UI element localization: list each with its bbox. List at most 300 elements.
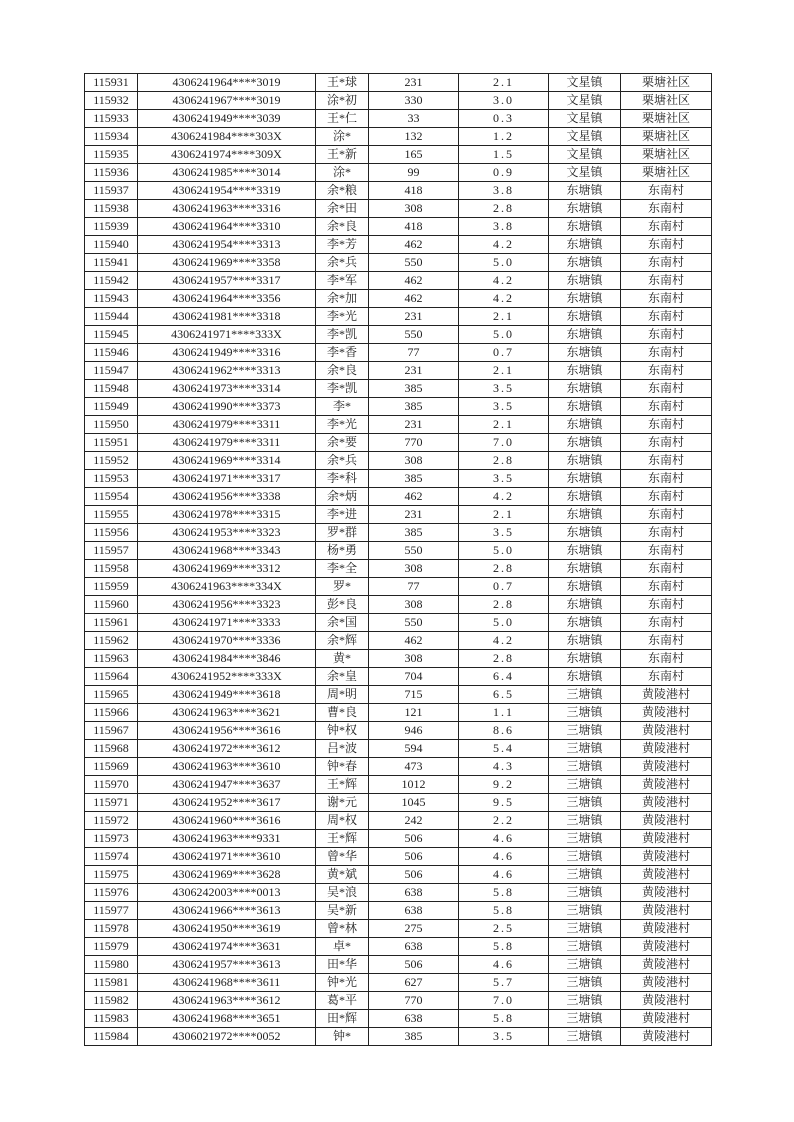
- table-row: [85, 1010, 712, 1028]
- village-cell: 栗塘社区: [621, 146, 712, 164]
- name-cell: 李*凯: [316, 326, 369, 344]
- id-number-cell: 4306241953****3323: [138, 524, 316, 542]
- town-cell: 东塘镇: [549, 218, 621, 236]
- town-cell: 东塘镇: [549, 488, 621, 506]
- id-number-cell: 4306241957****3613: [138, 956, 316, 974]
- town-cell: 三塘镇: [549, 974, 621, 992]
- name-cell: 李*: [316, 398, 369, 416]
- town-cell: 东塘镇: [549, 542, 621, 560]
- serial-number-cell: 115964: [85, 668, 138, 686]
- name-cell: 余*炳: [316, 488, 369, 506]
- village-cell: 栗塘社区: [621, 110, 712, 128]
- town-cell: 东塘镇: [549, 596, 621, 614]
- town-cell: 三塘镇: [549, 848, 621, 866]
- table-row: [85, 974, 712, 992]
- table-row: [85, 290, 712, 308]
- id-number-cell: 4306242003****0013: [138, 884, 316, 902]
- town-cell: 东塘镇: [549, 254, 621, 272]
- id-number-cell: 4306241972****3612: [138, 740, 316, 758]
- name-cell: 杨*勇: [316, 542, 369, 560]
- town-cell: 三塘镇: [549, 740, 621, 758]
- table-row: [85, 434, 712, 452]
- table-row: [85, 650, 712, 668]
- name-cell: 周*权: [316, 812, 369, 830]
- serial-number-cell: 115946: [85, 344, 138, 362]
- name-cell: 王*仁: [316, 110, 369, 128]
- area-cell: 5.7: [459, 974, 549, 992]
- table-row: [85, 272, 712, 290]
- id-number-cell: 4306241963****3610: [138, 758, 316, 776]
- amount-cell: 704: [369, 668, 459, 686]
- id-number-cell: 4306241962****3313: [138, 362, 316, 380]
- name-cell: 王*辉: [316, 830, 369, 848]
- serial-number-cell: 115932: [85, 92, 138, 110]
- town-cell: 东塘镇: [549, 560, 621, 578]
- table-row: [85, 398, 712, 416]
- id-number-cell: 4306241963****3316: [138, 200, 316, 218]
- area-cell: 5.8: [459, 884, 549, 902]
- name-cell: 田*辉: [316, 1010, 369, 1028]
- name-cell: 彭*良: [316, 596, 369, 614]
- amount-cell: 638: [369, 902, 459, 920]
- area-cell: 7.0: [459, 992, 549, 1010]
- area-cell: 2.8: [459, 650, 549, 668]
- table-row: [85, 668, 712, 686]
- serial-number-cell: 115976: [85, 884, 138, 902]
- area-cell: 3.8: [459, 182, 549, 200]
- village-cell: 东南村: [621, 362, 712, 380]
- serial-number-cell: 115950: [85, 416, 138, 434]
- id-number-cell: 4306241971****3610: [138, 848, 316, 866]
- town-cell: 东塘镇: [549, 380, 621, 398]
- id-number-cell: 4306241963****3621: [138, 704, 316, 722]
- area-cell: 0.7: [459, 578, 549, 596]
- id-number-cell: 4306241979****3311: [138, 416, 316, 434]
- id-number-cell: 4306241954****3313: [138, 236, 316, 254]
- village-cell: 东南村: [621, 488, 712, 506]
- id-number-cell: 4306241979****3311: [138, 434, 316, 452]
- town-cell: 三塘镇: [549, 686, 621, 704]
- id-number-cell: 4306241974****3631: [138, 938, 316, 956]
- table-row: [85, 218, 712, 236]
- town-cell: 东塘镇: [549, 506, 621, 524]
- town-cell: 东塘镇: [549, 650, 621, 668]
- serial-number-cell: 115951: [85, 434, 138, 452]
- name-cell: 余*要: [316, 434, 369, 452]
- table-row: [85, 596, 712, 614]
- table-row: [85, 470, 712, 488]
- amount-cell: 165: [369, 146, 459, 164]
- name-cell: 涂*: [316, 164, 369, 182]
- village-cell: 黄陵港村: [621, 920, 712, 938]
- amount-cell: 462: [369, 236, 459, 254]
- serial-number-cell: 115963: [85, 650, 138, 668]
- amount-cell: 385: [369, 398, 459, 416]
- area-cell: 3.0: [459, 92, 549, 110]
- area-cell: 9.5: [459, 794, 549, 812]
- area-cell: 2.1: [459, 74, 549, 92]
- village-cell: 东南村: [621, 182, 712, 200]
- amount-cell: 308: [369, 200, 459, 218]
- village-cell: 黄陵港村: [621, 1028, 712, 1046]
- serial-number-cell: 115978: [85, 920, 138, 938]
- name-cell: 卓*: [316, 938, 369, 956]
- name-cell: 余*良: [316, 218, 369, 236]
- town-cell: 三塘镇: [549, 758, 621, 776]
- area-cell: 5.0: [459, 254, 549, 272]
- id-number-cell: 4306241971****3317: [138, 470, 316, 488]
- village-cell: 东南村: [621, 668, 712, 686]
- name-cell: 钟*春: [316, 758, 369, 776]
- serial-number-cell: 115931: [85, 74, 138, 92]
- area-cell: 4.2: [459, 236, 549, 254]
- name-cell: 涂*: [316, 128, 369, 146]
- id-number-cell: 4306241957****3317: [138, 272, 316, 290]
- area-cell: 4.2: [459, 632, 549, 650]
- id-number-cell: 4306241969****3358: [138, 254, 316, 272]
- town-cell: 东塘镇: [549, 236, 621, 254]
- serial-number-cell: 115977: [85, 902, 138, 920]
- amount-cell: 231: [369, 74, 459, 92]
- id-number-cell: 4306241974****309X: [138, 146, 316, 164]
- village-cell: 黄陵港村: [621, 794, 712, 812]
- table-row: [85, 920, 712, 938]
- serial-number-cell: 115984: [85, 1028, 138, 1046]
- id-number-cell: 4306241952****3617: [138, 794, 316, 812]
- amount-cell: 506: [369, 956, 459, 974]
- village-cell: 栗塘社区: [621, 74, 712, 92]
- area-cell: 3.8: [459, 218, 549, 236]
- village-cell: 东南村: [621, 236, 712, 254]
- amount-cell: 473: [369, 758, 459, 776]
- table-row: [85, 506, 712, 524]
- town-cell: 东塘镇: [549, 416, 621, 434]
- table-row: [85, 632, 712, 650]
- amount-cell: 231: [369, 506, 459, 524]
- village-cell: 东南村: [621, 542, 712, 560]
- serial-number-cell: 115941: [85, 254, 138, 272]
- serial-number-cell: 115943: [85, 290, 138, 308]
- amount-cell: 462: [369, 272, 459, 290]
- name-cell: 钟*光: [316, 974, 369, 992]
- town-cell: 东塘镇: [549, 182, 621, 200]
- area-cell: 7.0: [459, 434, 549, 452]
- village-cell: 栗塘社区: [621, 164, 712, 182]
- amount-cell: 638: [369, 1010, 459, 1028]
- table-row: [85, 362, 712, 380]
- town-cell: 三塘镇: [549, 938, 621, 956]
- amount-cell: 308: [369, 596, 459, 614]
- serial-number-cell: 115938: [85, 200, 138, 218]
- id-number-cell: 4306241956****3323: [138, 596, 316, 614]
- area-cell: 0.7: [459, 344, 549, 362]
- id-number-cell: 4306241949****3618: [138, 686, 316, 704]
- id-number-cell: 4306241956****3616: [138, 722, 316, 740]
- serial-number-cell: 115954: [85, 488, 138, 506]
- records-table-body: [85, 74, 712, 1046]
- name-cell: 涂*初: [316, 92, 369, 110]
- id-number-cell: 4306241963****334X: [138, 578, 316, 596]
- area-cell: 2.8: [459, 596, 549, 614]
- table-row: [85, 956, 712, 974]
- amount-cell: 1045: [369, 794, 459, 812]
- amount-cell: 550: [369, 542, 459, 560]
- table-row: [85, 164, 712, 182]
- table-row: [85, 776, 712, 794]
- area-cell: 1.1: [459, 704, 549, 722]
- amount-cell: 308: [369, 560, 459, 578]
- serial-number-cell: 115982: [85, 992, 138, 1010]
- area-cell: 1.5: [459, 146, 549, 164]
- serial-number-cell: 115962: [85, 632, 138, 650]
- table-row: [85, 704, 712, 722]
- area-cell: 5.0: [459, 614, 549, 632]
- table-row: [85, 1028, 712, 1046]
- village-cell: 东南村: [621, 560, 712, 578]
- serial-number-cell: 115965: [85, 686, 138, 704]
- area-cell: 5.0: [459, 542, 549, 560]
- table-row: [85, 308, 712, 326]
- amount-cell: 385: [369, 1028, 459, 1046]
- name-cell: 王*新: [316, 146, 369, 164]
- id-number-cell: 4306241971****333X: [138, 326, 316, 344]
- area-cell: 0.3: [459, 110, 549, 128]
- amount-cell: 77: [369, 578, 459, 596]
- serial-number-cell: 115966: [85, 704, 138, 722]
- id-number-cell: 4306241954****3319: [138, 182, 316, 200]
- serial-number-cell: 115967: [85, 722, 138, 740]
- serial-number-cell: 115955: [85, 506, 138, 524]
- table-row: [85, 146, 712, 164]
- serial-number-cell: 115949: [85, 398, 138, 416]
- serial-number-cell: 115952: [85, 452, 138, 470]
- town-cell: 东塘镇: [549, 578, 621, 596]
- table-row: [85, 758, 712, 776]
- table-row: [85, 344, 712, 362]
- table-row: [85, 542, 712, 560]
- serial-number-cell: 115960: [85, 596, 138, 614]
- table-row: [85, 182, 712, 200]
- area-cell: 2.1: [459, 362, 549, 380]
- name-cell: 曾*林: [316, 920, 369, 938]
- area-cell: 2.5: [459, 920, 549, 938]
- area-cell: 5.8: [459, 1010, 549, 1028]
- table-row: [85, 416, 712, 434]
- town-cell: 文星镇: [549, 128, 621, 146]
- table-row: [85, 488, 712, 506]
- area-cell: 2.1: [459, 308, 549, 326]
- town-cell: 文星镇: [549, 110, 621, 128]
- area-cell: 5.0: [459, 326, 549, 344]
- name-cell: 余*兵: [316, 452, 369, 470]
- id-number-cell: 4306241964****3356: [138, 290, 316, 308]
- table-row: [85, 74, 712, 92]
- table-row: [85, 524, 712, 542]
- amount-cell: 308: [369, 650, 459, 668]
- serial-number-cell: 115959: [85, 578, 138, 596]
- town-cell: 三塘镇: [549, 902, 621, 920]
- village-cell: 黄陵港村: [621, 758, 712, 776]
- id-number-cell: 4306241968****3343: [138, 542, 316, 560]
- serial-number-cell: 115953: [85, 470, 138, 488]
- village-cell: 东南村: [621, 254, 712, 272]
- village-cell: 黄陵港村: [621, 848, 712, 866]
- town-cell: 三塘镇: [549, 1010, 621, 1028]
- village-cell: 东南村: [621, 614, 712, 632]
- id-number-cell: 4306241984****303X: [138, 128, 316, 146]
- serial-number-cell: 115947: [85, 362, 138, 380]
- area-cell: 4.2: [459, 488, 549, 506]
- town-cell: 东塘镇: [549, 668, 621, 686]
- table-row: [85, 902, 712, 920]
- amount-cell: 418: [369, 218, 459, 236]
- village-cell: 黄陵港村: [621, 866, 712, 884]
- area-cell: 2.1: [459, 416, 549, 434]
- town-cell: 三塘镇: [549, 830, 621, 848]
- id-number-cell: 4306241968****3611: [138, 974, 316, 992]
- name-cell: 李*军: [316, 272, 369, 290]
- village-cell: 黄陵港村: [621, 686, 712, 704]
- table-row: [85, 452, 712, 470]
- town-cell: 三塘镇: [549, 704, 621, 722]
- serial-number-cell: 115934: [85, 128, 138, 146]
- town-cell: 东塘镇: [549, 524, 621, 542]
- town-cell: 三塘镇: [549, 776, 621, 794]
- serial-number-cell: 115945: [85, 326, 138, 344]
- name-cell: 余*辉: [316, 632, 369, 650]
- id-number-cell: 4306241973****3314: [138, 380, 316, 398]
- amount-cell: 330: [369, 92, 459, 110]
- name-cell: 余*加: [316, 290, 369, 308]
- serial-number-cell: 115972: [85, 812, 138, 830]
- amount-cell: 275: [369, 920, 459, 938]
- town-cell: 三塘镇: [549, 722, 621, 740]
- amount-cell: 418: [369, 182, 459, 200]
- serial-number-cell: 115973: [85, 830, 138, 848]
- village-cell: 黄陵港村: [621, 884, 712, 902]
- town-cell: 东塘镇: [549, 272, 621, 290]
- table-row: [85, 794, 712, 812]
- serial-number-cell: 115939: [85, 218, 138, 236]
- village-cell: 黄陵港村: [621, 722, 712, 740]
- name-cell: 余*国: [316, 614, 369, 632]
- id-number-cell: 4306241952****333X: [138, 668, 316, 686]
- id-number-cell: 4306241963****3612: [138, 992, 316, 1010]
- area-cell: 4.6: [459, 866, 549, 884]
- serial-number-cell: 115944: [85, 308, 138, 326]
- amount-cell: 33: [369, 110, 459, 128]
- name-cell: 田*华: [316, 956, 369, 974]
- town-cell: 三塘镇: [549, 956, 621, 974]
- village-cell: 栗塘社区: [621, 92, 712, 110]
- town-cell: 三塘镇: [549, 866, 621, 884]
- village-cell: 东南村: [621, 218, 712, 236]
- serial-number-cell: 115933: [85, 110, 138, 128]
- amount-cell: 1012: [369, 776, 459, 794]
- town-cell: 东塘镇: [549, 434, 621, 452]
- id-number-cell: 4306241949****3039: [138, 110, 316, 128]
- table-row: [85, 848, 712, 866]
- table-row: [85, 326, 712, 344]
- area-cell: 4.2: [459, 272, 549, 290]
- amount-cell: 550: [369, 326, 459, 344]
- town-cell: 东塘镇: [549, 614, 621, 632]
- id-number-cell: 4306241969****3628: [138, 866, 316, 884]
- village-cell: 东南村: [621, 416, 712, 434]
- name-cell: 王*辉: [316, 776, 369, 794]
- amount-cell: 638: [369, 938, 459, 956]
- village-cell: 黄陵港村: [621, 830, 712, 848]
- town-cell: 东塘镇: [549, 308, 621, 326]
- amount-cell: 462: [369, 290, 459, 308]
- table-row: [85, 128, 712, 146]
- name-cell: 余*良: [316, 362, 369, 380]
- amount-cell: 462: [369, 488, 459, 506]
- id-number-cell: 4306241970****3336: [138, 632, 316, 650]
- village-cell: 黄陵港村: [621, 776, 712, 794]
- serial-number-cell: 115961: [85, 614, 138, 632]
- village-cell: 东南村: [621, 344, 712, 362]
- village-cell: 东南村: [621, 272, 712, 290]
- village-cell: 东南村: [621, 506, 712, 524]
- village-cell: 黄陵港村: [621, 956, 712, 974]
- amount-cell: 627: [369, 974, 459, 992]
- name-cell: 余*粮: [316, 182, 369, 200]
- table-row: [85, 830, 712, 848]
- name-cell: 罗*: [316, 578, 369, 596]
- area-cell: 4.2: [459, 290, 549, 308]
- name-cell: 余*兵: [316, 254, 369, 272]
- table-row: [85, 110, 712, 128]
- town-cell: 东塘镇: [549, 200, 621, 218]
- name-cell: 李*光: [316, 308, 369, 326]
- area-cell: 2.2: [459, 812, 549, 830]
- area-cell: 3.5: [459, 380, 549, 398]
- serial-number-cell: 115979: [85, 938, 138, 956]
- area-cell: 1.2: [459, 128, 549, 146]
- village-cell: 东南村: [621, 578, 712, 596]
- id-number-cell: 4306241978****3315: [138, 506, 316, 524]
- name-cell: 钟*权: [316, 722, 369, 740]
- serial-number-cell: 115974: [85, 848, 138, 866]
- amount-cell: 231: [369, 308, 459, 326]
- id-number-cell: 4306241956****3338: [138, 488, 316, 506]
- area-cell: 3.5: [459, 470, 549, 488]
- village-cell: 黄陵港村: [621, 974, 712, 992]
- serial-number-cell: 115970: [85, 776, 138, 794]
- village-cell: 东南村: [621, 308, 712, 326]
- name-cell: 李*进: [316, 506, 369, 524]
- id-number-cell: 4306241960****3616: [138, 812, 316, 830]
- area-cell: 8.6: [459, 722, 549, 740]
- id-number-cell: 4306021972****0052: [138, 1028, 316, 1046]
- table-row: [85, 236, 712, 254]
- serial-number-cell: 115940: [85, 236, 138, 254]
- area-cell: 5.8: [459, 902, 549, 920]
- id-number-cell: 4306241969****3312: [138, 560, 316, 578]
- name-cell: 曾*华: [316, 848, 369, 866]
- village-cell: 栗塘社区: [621, 128, 712, 146]
- area-cell: 3.5: [459, 398, 549, 416]
- village-cell: 黄陵港村: [621, 938, 712, 956]
- id-number-cell: 4306241964****3019: [138, 74, 316, 92]
- amount-cell: 231: [369, 416, 459, 434]
- area-cell: 5.4: [459, 740, 549, 758]
- village-cell: 东南村: [621, 452, 712, 470]
- id-number-cell: 4306241949****3316: [138, 344, 316, 362]
- area-cell: 3.5: [459, 1028, 549, 1046]
- town-cell: 东塘镇: [549, 290, 621, 308]
